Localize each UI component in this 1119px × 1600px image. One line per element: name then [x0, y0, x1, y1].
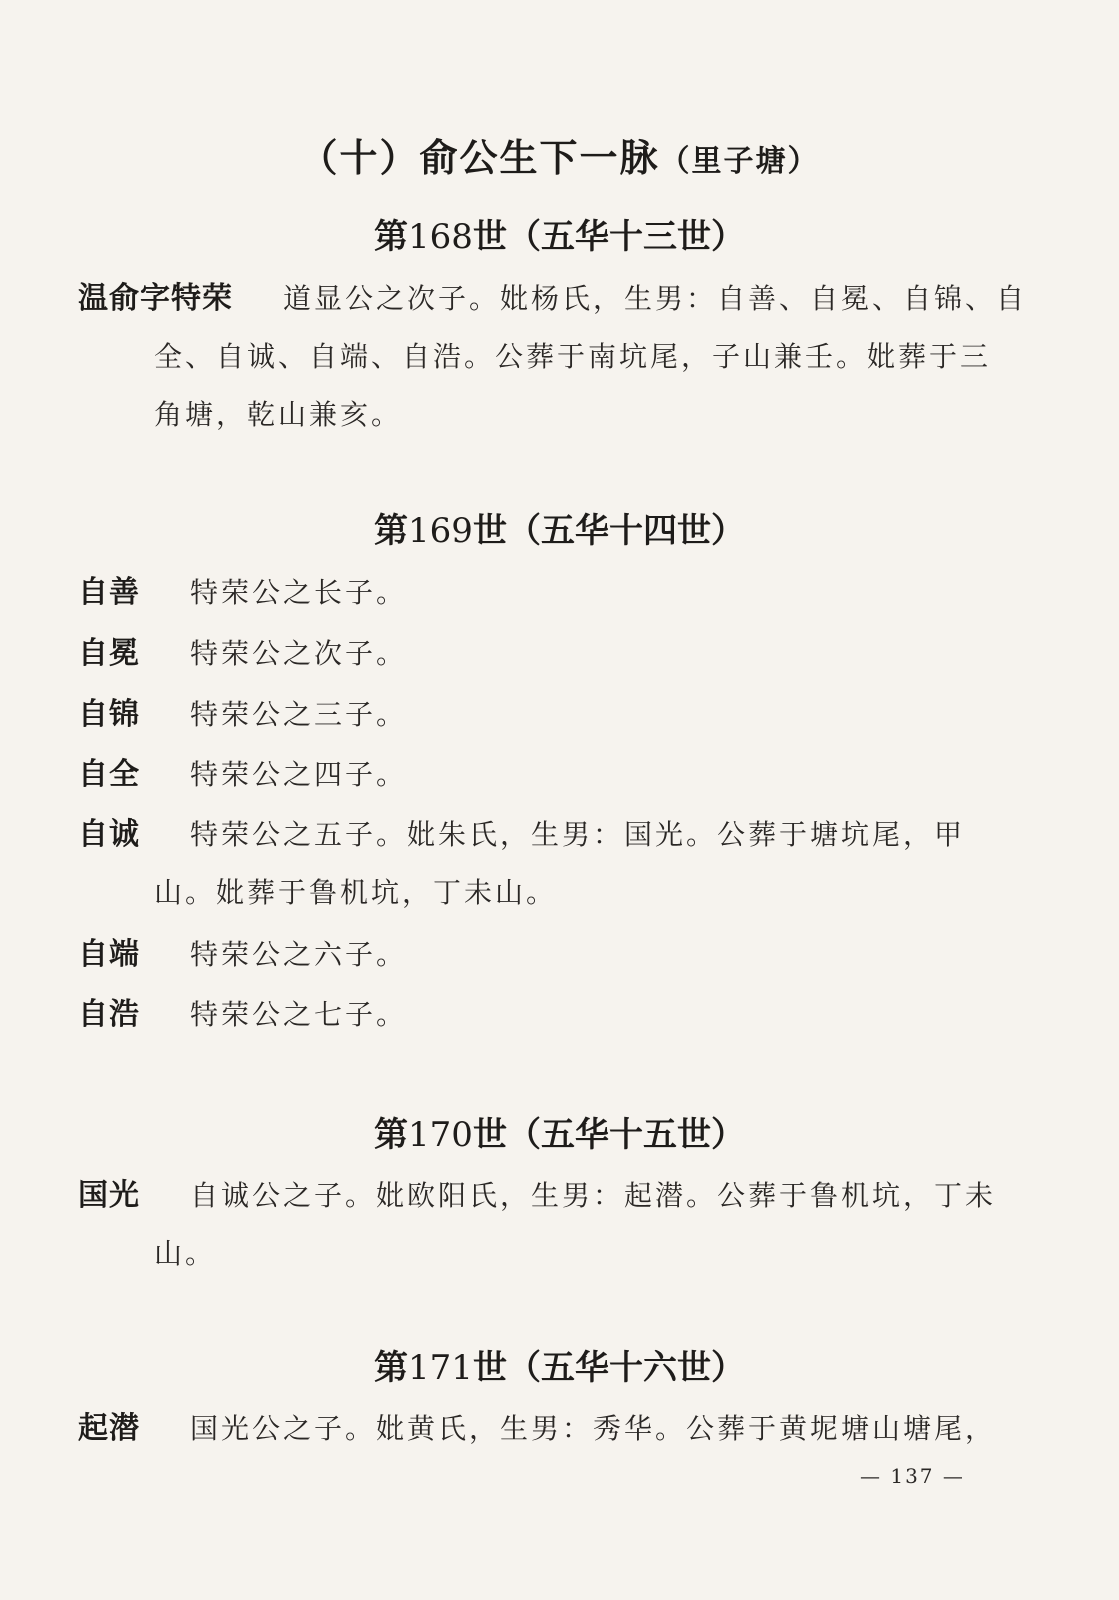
entry-zi-mian: [78, 625, 1028, 683]
heading-number: 168: [408, 217, 473, 257]
entry-wen-yu: [78, 270, 1028, 444]
entry-zi-cheng: [78, 806, 1028, 922]
heading-number: 170: [408, 1115, 473, 1155]
page-number: — 137 —: [860, 1464, 965, 1488]
entry-desc-line: 特荣公之六子。: [190, 938, 408, 971]
entry-zi-quan: [78, 746, 1028, 804]
entry-zi-hao: [78, 986, 1028, 1044]
entry-name: 自冕: [78, 636, 140, 671]
entry-desc-line: 角塘，乾山兼亥。: [154, 398, 403, 431]
heading-prefix: 第: [374, 217, 409, 257]
heading-prefix: 第: [374, 1115, 409, 1155]
entry-name: 国光: [78, 1178, 140, 1213]
entry-desc-line: 自诚公之子。妣欧阳氏，生男：起潜。公葬于鲁机坑，丁未: [190, 1179, 997, 1212]
entry-desc-line: 全、自诚、自端、自浩。公葬于南坑尾，子山兼壬。妣葬于三: [154, 340, 992, 373]
generation-heading-170: [0, 1112, 1119, 1158]
entry-name: 自锦: [78, 697, 140, 732]
heading-number: 169: [408, 511, 473, 551]
heading-prefix: 第: [374, 511, 409, 551]
generation-heading-168: [0, 214, 1119, 260]
heading-suffix: 世（五华十五世）: [472, 1115, 745, 1155]
page-title-main: （十）俞公生下一脉: [299, 136, 660, 180]
entry-desc-line: 特荣公之长子。: [190, 576, 408, 609]
entry-desc-line: 山。: [154, 1237, 217, 1270]
entry-desc-line: 特荣公之五子。妣朱氏，生男：国光。公葬于塘坑尾，甲: [190, 818, 966, 851]
entry-guo-guang: [78, 1167, 1028, 1283]
page-title-sub: （里子塘）: [659, 144, 820, 179]
entry-desc-line: 特荣公之三子。: [190, 698, 408, 731]
entry-name: 自端: [78, 937, 140, 972]
heading-suffix: 世（五华十三世）: [472, 217, 745, 257]
entry-name: 自诚: [78, 817, 140, 852]
entry-name: 自善: [78, 575, 140, 610]
heading-prefix: 第: [374, 1348, 409, 1388]
generation-heading-169: [0, 508, 1119, 554]
entry-desc-line: 山。妣葬于鲁机坑，丁未山。: [154, 876, 558, 909]
generation-heading-171: [0, 1345, 1119, 1391]
entry-name: 自浩: [78, 997, 140, 1032]
heading-suffix: 世（五华十六世）: [472, 1348, 745, 1388]
entry-zi-shan: [78, 564, 1028, 622]
entry-name: 起潜: [78, 1411, 140, 1446]
entry-name: 自全: [78, 757, 140, 792]
entry-desc-line: 特荣公之七子。: [190, 998, 408, 1031]
entry-zi-jin: [78, 686, 1028, 744]
entry-desc-line: 道显公之次子。妣杨氏，生男：自善、自冕、自锦、自: [283, 282, 1028, 315]
entry-desc-line: 特荣公之四子。: [190, 758, 408, 791]
entry-desc-line: 特荣公之次子。: [190, 637, 408, 670]
entry-zi-duan: [78, 926, 1028, 984]
entry-qi-qian: [78, 1400, 1028, 1458]
page-title: [0, 132, 1119, 188]
heading-suffix: 世（五华十四世）: [472, 511, 745, 551]
heading-number: 171: [408, 1348, 473, 1388]
entry-desc-line: 国光公之子。妣黄氏，生男：秀华。公葬于黄坭塘山塘尾，: [190, 1412, 997, 1445]
entry-name: 温俞字特荣: [78, 281, 233, 316]
